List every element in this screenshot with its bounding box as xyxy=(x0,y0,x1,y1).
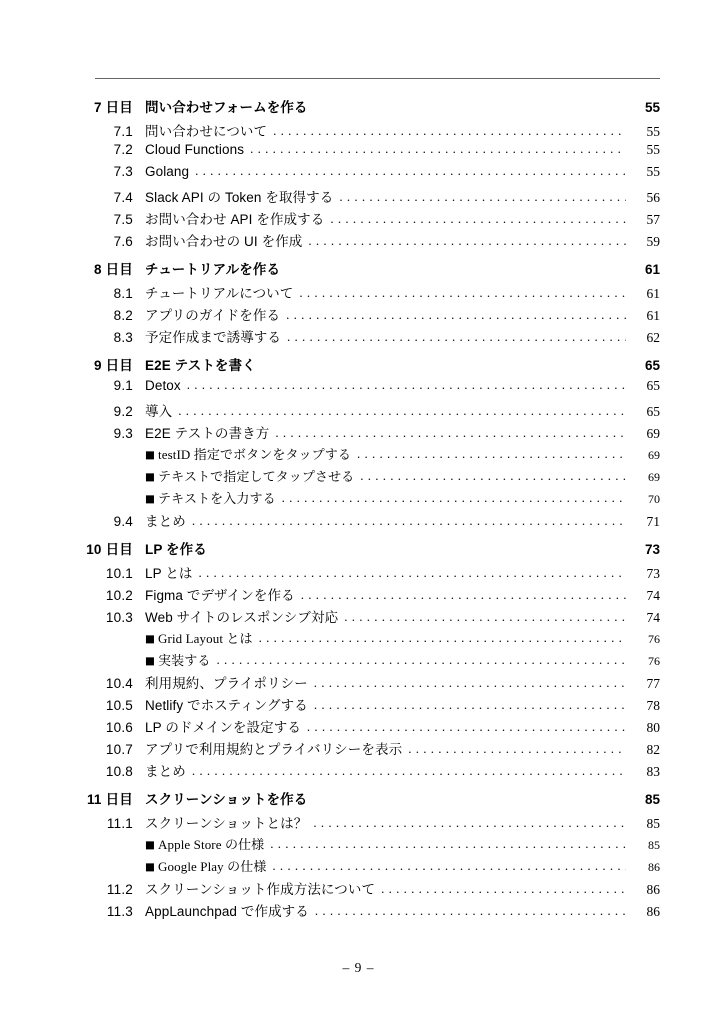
toc-entry-title xyxy=(145,628,253,647)
dot-leader xyxy=(216,652,626,668)
dot-leader xyxy=(408,741,626,757)
toc-entry-page-number: 70 xyxy=(648,492,660,506)
toc-entry-page-number: 77 xyxy=(646,676,660,691)
toc-section-row[interactable] xyxy=(0,606,717,628)
toc-entry-title: 予定作成まで誘導する xyxy=(145,330,281,345)
toc-entry-page-number: 82 xyxy=(646,742,660,757)
filled-square-bullet-icon: ■ xyxy=(145,471,156,483)
toc-entry-title-text: Apple Store の仕様 xyxy=(158,837,265,852)
toc-section-row[interactable] xyxy=(0,304,717,326)
toc-entry-number: 9 日目 xyxy=(93,358,133,373)
dot-leader xyxy=(199,565,626,581)
filled-square-bullet-icon: ■ xyxy=(145,655,156,667)
dot-leader xyxy=(192,513,626,529)
toc-chapter-row[interactable] xyxy=(0,788,717,812)
toc-entry-page-number: 86 xyxy=(648,860,660,874)
dot-leader xyxy=(330,211,626,227)
toc-entry-page-number: 74 xyxy=(646,588,660,603)
toc-entry-number: 11 日目 xyxy=(86,792,133,807)
dot-leader xyxy=(178,403,626,419)
dot-leader xyxy=(270,836,626,852)
toc-entry-title: Slack API の Token を取得する xyxy=(145,190,334,205)
dot-leader xyxy=(307,719,626,735)
toc-entry-page-number: 55 xyxy=(646,142,660,157)
toc-entry-title: まとめ xyxy=(145,514,186,529)
toc-entry-page-number: 55 xyxy=(646,164,660,179)
toc-entry-title: LP のドメインを設定する xyxy=(145,720,301,735)
toc-entry-page-number: 62 xyxy=(646,330,660,345)
toc-section-row[interactable] xyxy=(0,900,717,922)
toc-entry-number: 10.1 xyxy=(105,566,133,581)
dot-leader xyxy=(187,377,626,393)
dot-leader xyxy=(286,307,626,323)
toc-entry-number: 7.3 xyxy=(113,164,133,179)
toc-chapter-row[interactable] xyxy=(0,538,717,562)
toc-entry-number: 7.1 xyxy=(113,124,133,139)
toc-section-row[interactable] xyxy=(0,378,717,400)
toc-entry-title-text: 実装する xyxy=(158,653,211,668)
toc-entry-title xyxy=(145,488,276,507)
toc-entry-page-number: 61 xyxy=(644,262,660,277)
filled-square-bullet-icon: ■ xyxy=(145,839,156,851)
toc-entry-title: Cloud Functions xyxy=(145,142,245,157)
dot-leader xyxy=(275,425,626,441)
toc-entry-number: 9.2 xyxy=(113,404,133,419)
table-of-contents xyxy=(0,96,717,922)
toc-entry-page-number: 69 xyxy=(648,448,660,462)
toc-section-row[interactable] xyxy=(0,672,717,694)
toc-entry-number: 9.1 xyxy=(113,378,133,393)
toc-entry-page-number: 74 xyxy=(646,610,660,625)
dot-leader xyxy=(344,609,626,625)
toc-entry-number: 8 日目 xyxy=(93,262,133,277)
dot-leader xyxy=(192,763,626,779)
toc-entry-number: 8.2 xyxy=(113,308,133,323)
toc-entry-page-number: 73 xyxy=(644,542,660,557)
toc-subsection-row[interactable] xyxy=(0,466,717,488)
toc-entry-page-number: 56 xyxy=(646,190,660,205)
toc-entry-number: 10.7 xyxy=(105,742,133,757)
dot-leader xyxy=(301,587,626,603)
toc-entry-number: 11.3 xyxy=(106,904,133,919)
page-number-footer: – 9 – xyxy=(342,960,375,975)
toc-entry-page-number: 73 xyxy=(646,566,660,581)
toc-entry-title: LP を作る xyxy=(145,542,207,557)
dot-leader xyxy=(308,233,626,249)
toc-entry-page-number: 55 xyxy=(644,100,660,115)
dot-leader xyxy=(314,697,626,713)
toc-entry-page-number: 76 xyxy=(648,654,660,668)
toc-subsection-row[interactable] xyxy=(0,856,717,878)
toc-entry-title: E2E テストの書き方 xyxy=(145,426,270,441)
filled-square-bullet-icon: ■ xyxy=(145,861,156,873)
toc-section-row[interactable] xyxy=(0,760,717,782)
toc-entry-title: スクリーンショットとは？ xyxy=(145,816,308,831)
toc-entry-number: 10.3 xyxy=(105,610,133,625)
dot-leader xyxy=(272,858,626,874)
toc-entry-number: 10 日目 xyxy=(86,542,133,557)
toc-section-row[interactable] xyxy=(0,878,717,900)
toc-entry-title: アプリのガイドを作る xyxy=(145,308,281,323)
dot-leader xyxy=(360,468,626,484)
toc-entry-title xyxy=(145,856,266,875)
toc-entry-title-text: Grid Layout とは xyxy=(158,631,253,646)
toc-entry-title: Figma でデザインを作る xyxy=(145,588,295,603)
dot-leader xyxy=(282,490,626,506)
header-rule xyxy=(95,78,660,79)
toc-entry-number: 11.2 xyxy=(106,882,133,897)
toc-entry-title: まとめ xyxy=(145,764,186,779)
toc-entry-number: 7.6 xyxy=(113,234,133,249)
dot-leader xyxy=(357,446,626,462)
toc-section-row[interactable] xyxy=(0,694,717,716)
toc-section-row[interactable] xyxy=(0,716,717,738)
toc-entry-page-number: 86 xyxy=(646,882,660,897)
toc-entry-title: チュートリアルを作る xyxy=(145,262,281,277)
toc-entry-title: E2E テストを書く xyxy=(145,358,256,373)
toc-section-row[interactable] xyxy=(0,510,717,532)
toc-entry-page-number: 85 xyxy=(644,792,660,807)
toc-entry-title: 問い合わせについて xyxy=(145,124,268,139)
toc-section-row[interactable] xyxy=(0,282,717,304)
toc-entry-number: 10.8 xyxy=(105,764,133,779)
toc-entry-title: アプリで利用規約とプライバリシーを表示 xyxy=(145,742,403,757)
toc-entry-number: 7.5 xyxy=(113,212,133,227)
toc-section-row[interactable] xyxy=(0,400,717,422)
toc-entry-page-number: 59 xyxy=(646,234,660,249)
dot-leader xyxy=(299,285,626,301)
dot-leader xyxy=(339,189,626,205)
toc-entry-page-number: 61 xyxy=(646,286,660,301)
toc-entry-title-text: テキストで指定してタップさせる xyxy=(158,469,355,484)
toc-entry-title: Web サイトのレスポンシブ対応 xyxy=(145,610,339,625)
toc-entry-page-number: 86 xyxy=(646,904,660,919)
dot-leader xyxy=(314,675,626,691)
toc-chapter-row[interactable] xyxy=(0,258,717,282)
dot-leader xyxy=(273,123,626,139)
dot-leader xyxy=(315,903,626,919)
toc-subsection-row[interactable] xyxy=(0,628,717,650)
toc-entry-title xyxy=(145,466,354,485)
toc-chapter-row[interactable] xyxy=(0,354,717,378)
toc-section-row[interactable] xyxy=(0,738,717,760)
toc-entry-page-number: 61 xyxy=(646,308,660,323)
toc-entry-number: 7.2 xyxy=(113,142,133,157)
toc-entry-page-number: 65 xyxy=(644,358,660,373)
toc-entry-title xyxy=(145,650,210,669)
toc-section-row[interactable] xyxy=(0,164,717,186)
toc-entry-title: スクリーンショットを作る xyxy=(145,792,308,807)
dot-leader xyxy=(287,329,626,345)
toc-entry-title: LP とは xyxy=(145,566,193,581)
toc-entry-number: 11.1 xyxy=(106,816,133,831)
toc-entry-page-number: 55 xyxy=(646,124,660,139)
toc-entry-number: 9.3 xyxy=(113,426,133,441)
toc-section-row[interactable] xyxy=(0,422,717,444)
toc-entry-page-number: 69 xyxy=(648,470,660,484)
toc-entry-page-number: 85 xyxy=(646,816,660,831)
toc-entry-number: 10.2 xyxy=(105,588,133,603)
toc-section-row[interactable] xyxy=(0,230,717,252)
toc-entry-page-number: 65 xyxy=(646,404,660,419)
toc-entry-title xyxy=(145,444,351,463)
toc-entry-page-number: 65 xyxy=(646,378,660,393)
dot-leader xyxy=(259,630,626,646)
dot-leader xyxy=(195,163,626,179)
toc-entry-number: 7.4 xyxy=(113,190,133,205)
toc-entry-title xyxy=(145,834,264,853)
toc-entry-page-number: 69 xyxy=(646,426,660,441)
toc-entry-title: Netlify でホスティングする xyxy=(145,698,308,713)
toc-subsection-row[interactable] xyxy=(0,650,717,672)
dot-leader xyxy=(250,141,626,157)
toc-entry-title: チュートリアルについて xyxy=(145,286,294,301)
toc-entry-number: 10.4 xyxy=(105,676,133,691)
toc-section-row[interactable] xyxy=(0,186,717,208)
toc-entry-title: スクリーンショット作成方法について xyxy=(145,882,376,897)
toc-entry-title-text: Google Play の仕様 xyxy=(158,859,267,874)
toc-section-row[interactable] xyxy=(0,120,717,142)
filled-square-bullet-icon: ■ xyxy=(145,493,156,505)
toc-entry-number: 10.6 xyxy=(105,720,133,735)
toc-entry-title: お問い合わせの UI を作成 xyxy=(145,234,303,249)
toc-section-row[interactable] xyxy=(0,562,717,584)
toc-subsection-row[interactable] xyxy=(0,444,717,466)
toc-entry-number: 8.1 xyxy=(113,286,133,301)
dot-leader xyxy=(381,881,626,897)
toc-entry-number: 8.3 xyxy=(113,330,133,345)
toc-entry-title-text: testID 指定でボタンをタップする xyxy=(158,447,351,462)
toc-entry-page-number: 83 xyxy=(646,764,660,779)
filled-square-bullet-icon: ■ xyxy=(145,449,156,461)
toc-entry-title: 利用規約、プライポリシー xyxy=(145,676,308,691)
toc-subsection-row[interactable] xyxy=(0,488,717,510)
toc-chapter-row[interactable] xyxy=(0,96,717,120)
toc-entry-title-text: テキストを入力する xyxy=(158,491,276,506)
toc-entry-page-number: 78 xyxy=(646,698,660,713)
toc-entry-number: 9.4 xyxy=(113,514,133,529)
toc-entry-title: Detox xyxy=(145,378,181,393)
toc-entry-page-number: 76 xyxy=(648,632,660,646)
toc-section-row[interactable] xyxy=(0,812,717,834)
toc-entry-title: 問い合わせフォームを作る xyxy=(145,100,308,115)
toc-entry-title: お問い合わせ API を作成する xyxy=(145,212,325,227)
toc-entry-page-number: 80 xyxy=(646,720,660,735)
filled-square-bullet-icon: ■ xyxy=(145,633,156,645)
toc-section-row[interactable] xyxy=(0,142,717,164)
toc-entry-page-number: 71 xyxy=(646,514,660,529)
toc-entry-title: Golang xyxy=(145,164,190,179)
toc-entry-number: 10.5 xyxy=(105,698,133,713)
toc-section-row[interactable] xyxy=(0,326,717,348)
toc-entry-page-number: 85 xyxy=(648,838,660,852)
toc-entry-title: AppLaunchpad で作成する xyxy=(145,904,309,919)
toc-section-row[interactable] xyxy=(0,208,717,230)
toc-entry-page-number: 57 xyxy=(646,212,660,227)
toc-subsection-row[interactable] xyxy=(0,834,717,856)
dot-leader xyxy=(313,815,626,831)
toc-entry-number: 7 日目 xyxy=(93,100,133,115)
toc-entry-title: 導入 xyxy=(145,404,173,419)
toc-section-row[interactable] xyxy=(0,584,717,606)
